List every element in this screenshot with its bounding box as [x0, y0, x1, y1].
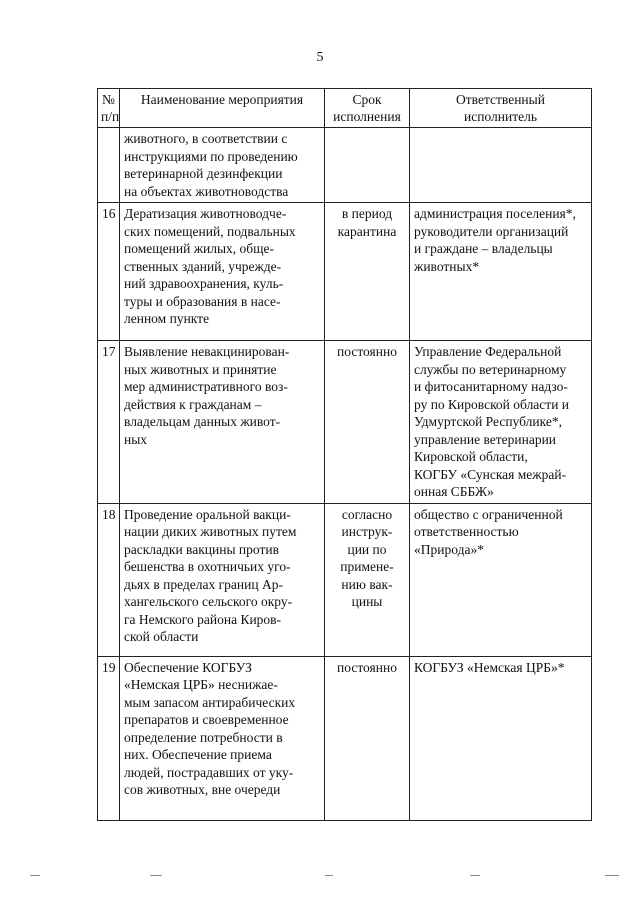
measure-name-cell: [120, 656, 325, 820]
measure-name-line: владельцам данных живот-: [124, 414, 281, 429]
responsible-line: «Природа»*: [414, 541, 484, 557]
measure-name-line: туры и образования в насе-: [124, 293, 281, 309]
responsible-line: общество с ограниченной: [414, 506, 563, 522]
measure-name-line: животного, в соответствии с: [124, 131, 288, 146]
measure-name-line: помещений жилых, обще-: [124, 241, 275, 256]
deadline-cell: [325, 128, 410, 203]
deadline-line: в период: [341, 206, 393, 221]
responsible-line: ру по Кировской области и: [414, 396, 570, 412]
responsible-line: и фитосанитарному надзо-: [414, 379, 568, 394]
responsible-line: Управление Федеральной: [414, 344, 562, 359]
deadline-line: нию вак-: [341, 576, 393, 592]
responsible-cell: [410, 128, 592, 203]
measure-name-line: ской области: [124, 629, 199, 644]
measure-name-line: ний здравоохранения, куль-: [124, 276, 284, 291]
deadline-line: инструк-: [341, 524, 393, 539]
measure-name-cell: [120, 128, 325, 203]
deadline-cell: [325, 341, 410, 504]
table-row: [98, 503, 592, 656]
measure-name-line: ственных зданий, учрежде-: [124, 258, 282, 274]
measure-name-line: Обеспечение КОГБУЗ: [124, 659, 252, 675]
measure-name-cell: [120, 203, 325, 341]
responsible-cell: [410, 203, 592, 341]
measure-name-line: ных: [124, 431, 148, 447]
row-number-line: 16: [102, 206, 116, 221]
row-number-line: 19: [102, 659, 116, 675]
table-row: [98, 203, 592, 341]
measure-name-line: инструкциями по проведению: [124, 148, 298, 164]
responsible-cell: [410, 503, 592, 656]
responsible-line: Удмуртской Республике*,: [414, 414, 562, 429]
row-number-line: 17: [102, 344, 116, 359]
measure-name-line: ветеринарной дезинфекции: [124, 166, 283, 181]
responsible-line: и граждане – владельцы: [414, 241, 553, 256]
measure-name-line: людей, пострадавших от уку-: [124, 764, 294, 780]
header-responsible-line: Ответственный: [456, 92, 545, 107]
measure-name-line: бешенства в охотничьих уго-: [124, 559, 291, 574]
responsible-line: животных*: [414, 258, 480, 274]
measure-name-line: на объектах животноводства: [124, 183, 289, 199]
row-number-line: 18: [102, 506, 116, 522]
deadline-cell: [325, 503, 410, 656]
page-number: 5: [316, 50, 324, 65]
measure-name-cell: [120, 341, 325, 504]
measure-name-line: ных животных и принятие: [124, 361, 277, 377]
responsible-cell: [410, 656, 592, 820]
responsible-line: службы по ветеринарному: [414, 361, 567, 377]
measure-name-line: раскладки вакцины против: [124, 541, 279, 557]
measure-name-line: препаратов и своевременное: [124, 712, 289, 727]
table-body: [98, 128, 592, 821]
deadline-line: постоянно: [337, 344, 397, 359]
header-responsible: [410, 89, 592, 128]
header-term-line: Срок: [352, 92, 382, 107]
measures-table: [97, 88, 592, 821]
responsible-line: КОГБУЗ «Немская ЦРБ»*: [414, 659, 565, 675]
table-row: [98, 128, 592, 203]
header-num: [98, 89, 120, 128]
deadline-line: примене-: [340, 559, 394, 574]
measure-name-line: них. Обеспечение приема: [124, 747, 272, 762]
deadline-cell: [325, 656, 410, 820]
responsible-line: Кировской области,: [414, 449, 528, 464]
header-name: [120, 89, 325, 128]
row-number-cell: [98, 128, 120, 203]
header-term-line: исполнения: [333, 109, 401, 124]
header-num-line: п/п: [101, 109, 120, 124]
deadline-line: постоянно: [337, 659, 397, 675]
responsible-line: управление ветеринарии: [414, 431, 557, 447]
responsible-line: КОГБУ «Сунская межрай-: [414, 466, 567, 482]
measure-name-line: нации диких животных путем: [124, 524, 297, 539]
scan-marks: [0, 870, 640, 880]
header-name-line: Наименование мероприятия: [140, 92, 304, 107]
row-number-cell: [98, 203, 120, 341]
header-num-line: №: [102, 92, 115, 107]
responsible-line: администрация поселения*,: [414, 206, 576, 221]
table-row: [98, 341, 592, 504]
deadline-line: ции по: [347, 541, 387, 557]
measure-name-line: мер административного воз-: [124, 379, 288, 394]
header-term: [325, 89, 410, 128]
measure-name-line: мым запасом антирабических: [124, 694, 296, 710]
measure-name-line: «Немская ЦРБ» неснижае-: [124, 677, 278, 692]
measure-name-line: Проведение оральной вакци-: [124, 506, 291, 522]
measure-name-line: хангельского сельского окру-: [124, 594, 293, 609]
responsible-line: онная СББЖ»: [414, 484, 494, 499]
table-header: [98, 89, 592, 128]
measure-name-line: дьях в пределах границ Ар-: [124, 576, 283, 592]
deadline-cell: [325, 203, 410, 341]
responsible-cell: [410, 341, 592, 504]
measure-name-line: ских помещений, подвальных: [124, 223, 296, 239]
measure-name-line: га Немского района Киров-: [124, 611, 282, 627]
deadline-line: согласно: [341, 506, 393, 522]
row-number-cell: [98, 341, 120, 504]
header-responsible-line: исполнитель: [464, 109, 537, 124]
measure-name-line: ленном пункте: [124, 311, 210, 326]
measure-name-line: Выявление невакцинирован-: [124, 344, 290, 359]
responsible-line: ответственностью: [414, 524, 519, 539]
table-header-row: [98, 89, 592, 128]
measure-name-line: определение потребности в: [124, 729, 283, 745]
deadline-line: карантина: [337, 223, 397, 239]
measure-name-line: действия к гражданам –: [124, 396, 262, 412]
responsible-line: руководители организаций: [414, 223, 569, 239]
row-number-cell: [98, 656, 120, 820]
deadline-line: цины: [351, 594, 383, 609]
measure-name-line: Дератизация животноводче-: [124, 206, 287, 221]
row-number-cell: [98, 503, 120, 656]
measure-name-line: сов животных, вне очереди: [124, 782, 281, 797]
table-row: [98, 656, 592, 820]
measure-name-cell: [120, 503, 325, 656]
